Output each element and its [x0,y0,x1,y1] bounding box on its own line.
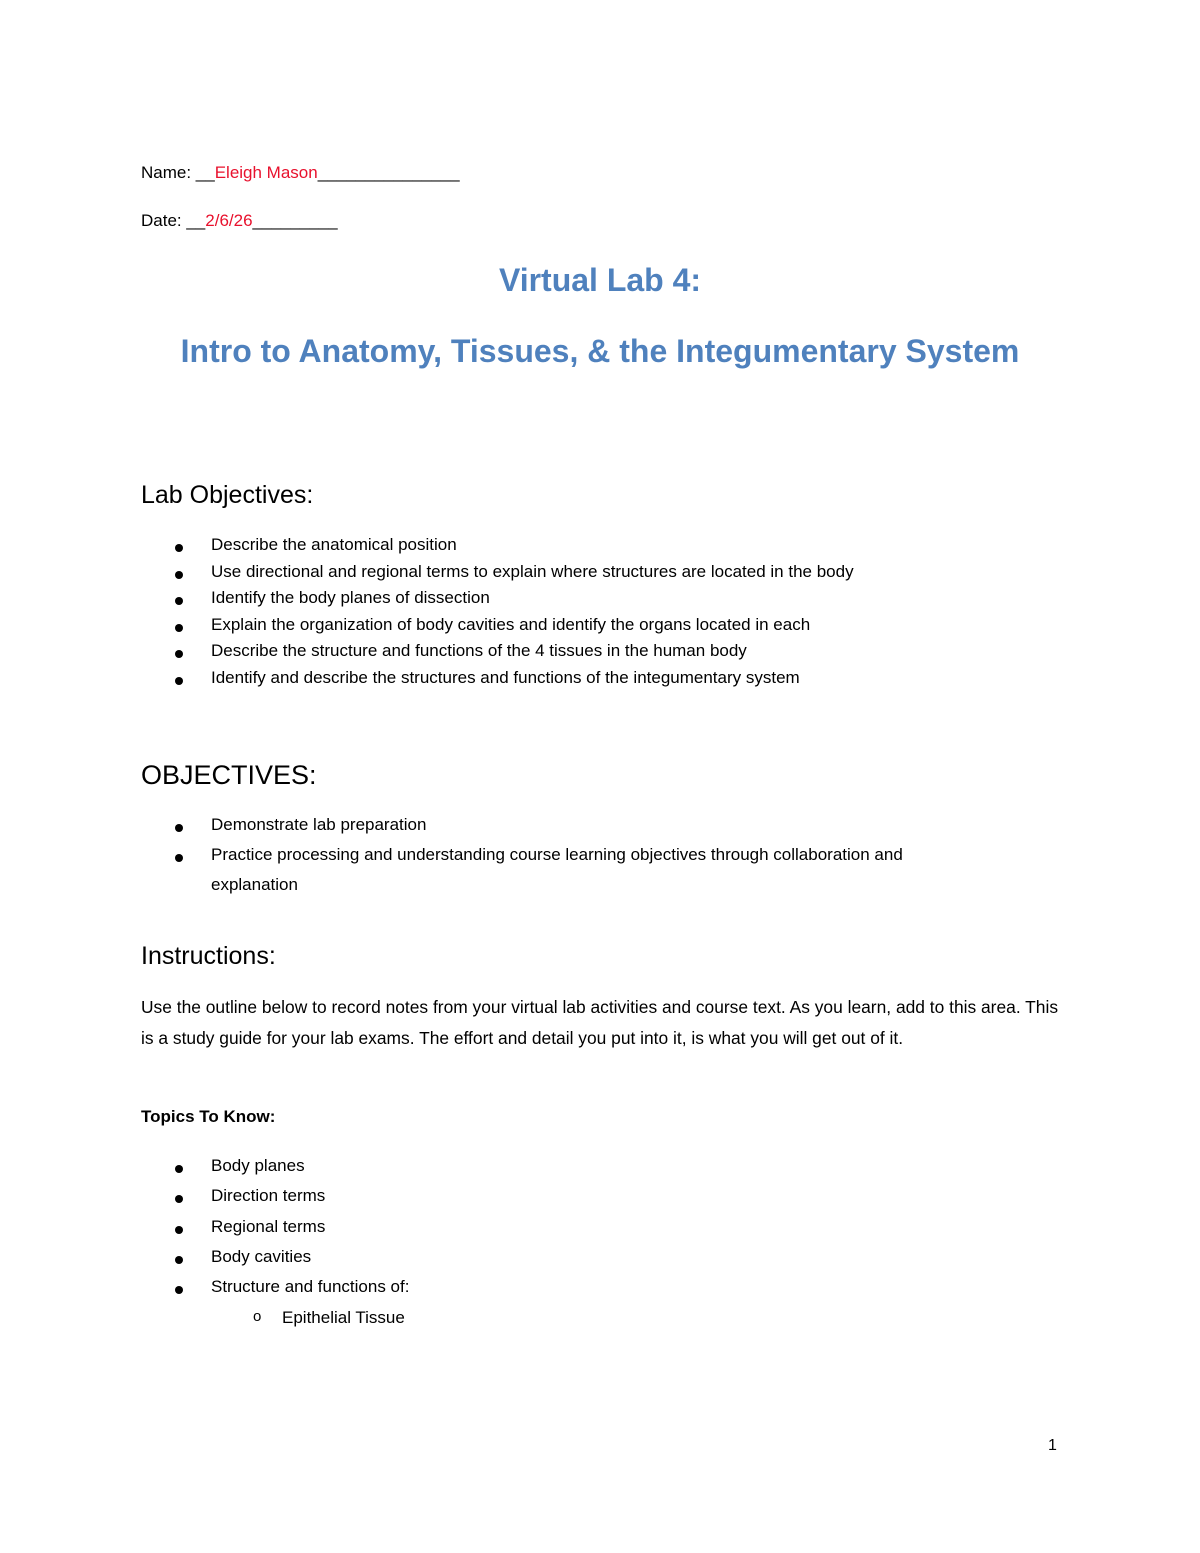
list-item: Describe the structure and functions of the 4 tissues in the human body [211,641,854,668]
list-item-continuation: explanation [211,875,298,894]
list-item: Use directional and regional terms to explain where structures are located in the body [211,562,854,589]
list-item: Structure and functions of: [211,1277,409,1307]
bullet-icon [175,1195,183,1203]
bullet-icon [175,854,183,862]
bullet-icon [175,1286,183,1294]
name-label: Name: __ [141,163,215,182]
name-value: Eleigh Mason [214,163,318,182]
bullet-icon [175,1256,183,1264]
list-item: Identify the body planes of dissection [211,588,854,615]
bullet-icon [175,824,183,832]
list-item: Regional terms [211,1217,409,1247]
objectives-heading: OBJECTIVES: [141,760,317,790]
list-item: Explain the organization of body cavities and identify the organs located in each [211,615,854,642]
bullet-icon [175,544,183,552]
topics-list [211,1156,409,1307]
lab-objectives-heading: Lab Objectives: [141,481,314,509]
bullet-icon [175,650,183,658]
page-number: 1 [1048,1437,1057,1454]
sub-bullet-icon: o [253,1308,262,1325]
bullet-icon [175,1226,183,1234]
objectives-list [211,815,903,905]
date-value: 2/6/26 [205,211,253,230]
name-underline: _______________ [317,163,460,182]
list-item: Direction terms [211,1186,409,1216]
instructions-paragraph: Use the outline below to record notes from your virtual lab activities and course text. As you learn, add to this area. This is a study guide for your lab exams. The effort and detail you put into it, is what you will get out of it. [141,997,1059,1048]
bullet-icon [175,624,183,632]
date-field [141,211,338,231]
list-item: Body planes [211,1156,409,1186]
sub-list-item: o Epithelial Tissue [253,1308,405,1327]
topics-heading: Topics To Know: [141,1107,276,1126]
bullet-icon [175,571,183,579]
bullet-icon [175,677,183,685]
list-item: Demonstrate lab preparation [211,815,903,845]
list-item: Body cavities [211,1247,409,1277]
page-title: Virtual Lab 4: [498,262,702,298]
list-item: Describe the anatomical position [211,535,854,562]
page-subtitle: Intro to Anatomy, Tissues, & the Integumentary System [180,333,1020,369]
date-label: Date: __ [141,211,206,230]
instructions-heading: Instructions: [141,942,276,970]
date-underline: _________ [252,211,338,230]
list-item: Practice processing and understanding course learning objectives through collaboration and [211,845,903,875]
bullet-icon [175,1165,183,1173]
topics-sublist [253,1308,405,1328]
lab-objectives-list [211,535,854,694]
name-field [141,163,460,183]
bullet-icon [175,597,183,605]
list-item: Identify and describe the structures and functions of the integumentary system [211,668,854,695]
